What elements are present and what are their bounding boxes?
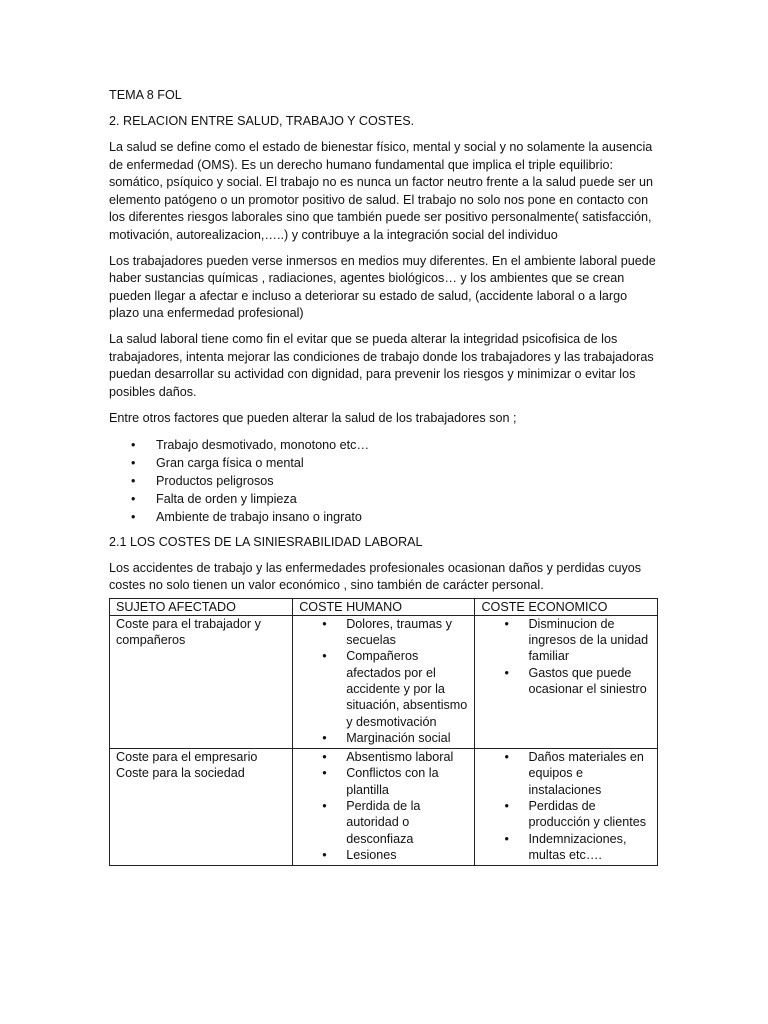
cell-subject: Coste para el trabajador y compañeros — [110, 615, 293, 748]
table-row — [110, 749, 658, 866]
list-item: • Lesiones — [322, 847, 397, 862]
bullet-icon: • — [131, 491, 136, 506]
bullet-icon: • — [322, 847, 327, 862]
list-item: • Disminucion de ingresos de la unidad familiar — [504, 616, 649, 664]
document-page — [109, 87, 659, 866]
subsection-heading: 2.1 LOS COSTES DE LA SINIESRABILIDAD LABORAL — [109, 534, 423, 549]
document-title: TEMA 8 FOL — [109, 88, 182, 102]
cell-economic-cost — [475, 749, 658, 866]
cell-human-cost — [293, 615, 475, 748]
bullet-icon: • — [322, 730, 327, 745]
bullet-icon: • — [504, 750, 509, 765]
cell-economic-cost — [475, 615, 658, 748]
paragraph-factors-intro: Entre otros factores que pueden alterar la salud de los trabajadores son ; — [109, 410, 517, 425]
list-item: • Trabajo desmotivado, monotono etc… — [131, 437, 370, 452]
header-economic-cost: COSTE ECONOMICO — [475, 598, 658, 615]
bullet-icon: • — [131, 473, 136, 488]
list-item: • Indemnizaciones, multas etc…. — [504, 831, 627, 862]
list-item: • Compañeros afectados por el accidente y por la situación, absentismo y desmotivación — [322, 649, 468, 729]
paragraph-costs-intro: Los accidentes de trabajo y las enfermedades profesionales ocasionan daños y perdidas cuyos costes no solo tienen un valor económico , sino también de carácter personal. — [109, 560, 642, 592]
bullet-icon: • — [322, 750, 327, 765]
bullet-icon: • — [504, 831, 509, 846]
costs-table — [109, 598, 658, 867]
header-subject: SUJETO AFECTADO — [110, 598, 293, 615]
bullet-icon: • — [322, 766, 327, 781]
header-human-cost: COSTE HUMANO — [293, 598, 475, 615]
bullet-icon: • — [131, 509, 136, 524]
paragraph-occupational-health: La salud laboral tiene como fin el evitar que se pueda alterar la integridad psicofisica de los trabajadores, intenta mejorar las condiciones de trabajo donde los trabajadores y las trabajadoras puedan desarrollar su actividad con dignidad, para prevenir los riesgos y minimizar o evitar los posibles daños. — [109, 332, 654, 399]
section-heading: 2. RELACION ENTRE SALUD, TRABAJO Y COSTES. — [109, 114, 415, 128]
cell-subject: Coste para el empresario Coste para la sociedad — [110, 749, 293, 866]
bullet-icon: • — [504, 616, 509, 631]
list-item: • Falta de orden y limpieza — [131, 491, 297, 506]
factors-list — [109, 436, 659, 526]
table-header-row — [110, 598, 658, 615]
list-item: • Perdida de la autoridad o desconfiaza — [322, 799, 421, 846]
table-row — [110, 615, 658, 748]
bullet-icon: • — [504, 799, 509, 814]
list-item: • Gran carga física o mental — [131, 455, 304, 470]
list-item: • Productos peligrosos — [131, 473, 274, 488]
bullet-icon: • — [322, 616, 327, 631]
list-item: • Marginación social — [322, 730, 451, 745]
list-item: • Daños materiales en equipos e instalaciones — [504, 750, 644, 797]
bullet-icon: • — [322, 649, 327, 664]
paragraph-health-definition: La salud se define como el estado de bienestar físico, mental y social y no solamente la ausencia de enfermedad (OMS). Es un derecho humano fundamental que implica el triple equilibrio: somático, psíquico y social. El trabajo no es nunca un factor neutro frente a la salud puede ser un elemento patógeno o un promotor positivo de salud. El trabajo no solo nos pone en contacto con los diferentes riesgos laborales sino que también puede ser positivo personalmente( satisfacción, motivación, autorealizacion,…..) y contribuye a la integración social del individuo — [109, 140, 653, 242]
list-item: • Gastos que puede ocasionar el siniestro — [504, 665, 647, 696]
list-item: • Conflictos con la plantilla — [322, 766, 439, 797]
list-item: • Ambiente de trabajo insano o ingrato — [131, 509, 362, 524]
list-item: • Absentismo laboral — [322, 750, 454, 765]
list-item: • Perdidas de producción y clientes — [504, 799, 647, 830]
cell-human-cost — [293, 749, 475, 866]
bullet-icon: • — [131, 437, 136, 452]
bullet-icon: • — [504, 665, 509, 680]
bullet-icon: • — [131, 455, 136, 470]
paragraph-work-environments: Los trabajadores pueden verse inmersos en medios muy diferentes. En el ambiente laboral puede haber sustancias químicas , radiaciones, agentes biológicos… y los ambientes que se crean pueden llegar a afectar e incluso a deteriorar su estado de salud, (accidente laboral o a largo plazo una enfermedad profesional) — [109, 253, 656, 320]
list-item: • Dolores, traumas y secuelas — [322, 616, 452, 648]
bullet-icon: • — [322, 799, 327, 814]
